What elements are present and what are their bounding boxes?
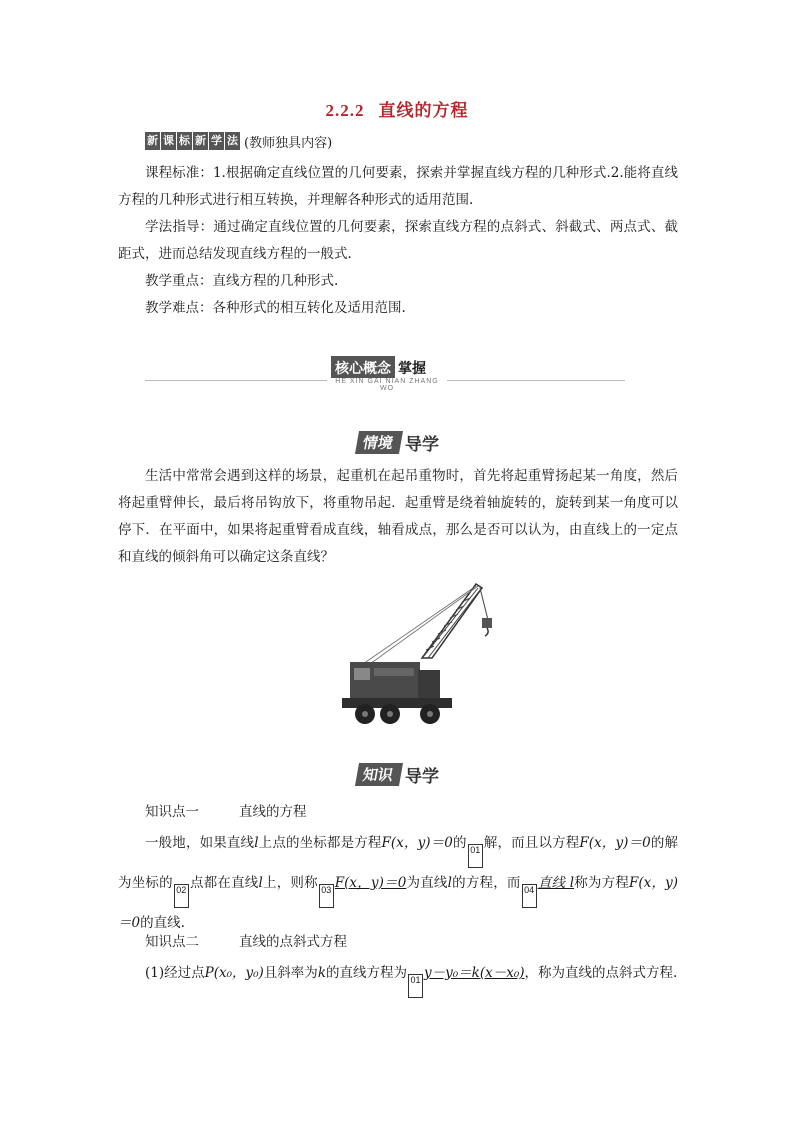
text-run: (1)经过点	[145, 965, 205, 981]
section-text: 导学	[405, 435, 440, 455]
text-run: 称为方程	[574, 875, 630, 891]
section-chip: 情境	[355, 431, 403, 454]
kp-label: 知识点一	[145, 804, 199, 820]
text-run: 的直线方程为	[326, 965, 407, 981]
knowledge-point-1	[145, 800, 307, 820]
answer: F(x，y)＝0	[334, 875, 407, 891]
study-guide: 学法指导：通过确定直线位置的几何要素，探索直线方程的点斜式、斜截式、两点式、截距式，进而总结发现直线方程的一般式.	[118, 219, 678, 262]
ribbon-tag: 课	[161, 132, 176, 150]
kp-title: 直线的方程	[239, 804, 307, 820]
banner-dark-text: 核心概念	[331, 356, 395, 380]
equation: F(x，y)＝0	[118, 875, 679, 931]
text-run: 解，而且以方程	[483, 835, 580, 851]
kp2-paragraph	[118, 958, 678, 998]
section-knowledge-header	[357, 762, 439, 787]
kp-title: 直线的点斜式方程	[239, 934, 347, 950]
text-run: 的直线.	[140, 915, 185, 931]
section-scene-header	[357, 430, 439, 455]
equation: F(x，y)＝0	[579, 835, 651, 851]
blank-marker: 03	[319, 884, 334, 908]
var-k: k	[317, 965, 326, 981]
kp-label: 知识点二	[145, 934, 199, 950]
blank-marker: 04	[522, 884, 537, 908]
ribbon-tag: 学	[209, 132, 224, 150]
banner-pinyin: HE XIN GAI NIAN ZHANG WO	[327, 378, 447, 392]
equation: F(x，y)＝0	[381, 835, 453, 851]
teaching-difficulty: 教学难点：各种形式的相互转化及适用范围.	[145, 300, 406, 316]
ribbon-tag: 新	[145, 132, 160, 150]
title-number: 2.2.2	[325, 101, 365, 120]
var-l: l	[447, 875, 452, 891]
text-run: 一般地，如果直线	[145, 835, 255, 851]
kp1-paragraph	[118, 828, 678, 939]
section-chip: 知识	[355, 763, 403, 786]
ribbon-tag: 法	[225, 132, 240, 150]
text-run: 点都在直线	[189, 875, 259, 891]
text-run: 为直线	[406, 875, 448, 891]
blank-marker: 01	[408, 974, 423, 998]
title-text: 直线的方程	[378, 101, 469, 121]
banner-label	[327, 356, 430, 380]
banner-light-text: 掌握	[398, 361, 426, 377]
text-run: 的方程，而	[451, 875, 521, 891]
ribbon-tag: 新	[193, 132, 208, 150]
scene-paragraph: 生活中常常会遇到这样的场景，起重机在起吊重物时，首先将起重臂扬起某一角度，然后将起重臂伸长，最后将吊钩放下，将重物吊起．起重臂是绕着轴旋转的，旋转到某一角度可以停下．在平面中，如果将起重臂看成直线，轴看成点，那么是否可以认为，由直线上的一定点和直线的倾斜角可以确定这条直线？	[118, 468, 678, 565]
text-run: ，称为直线的点斜式方程.	[524, 965, 678, 981]
page-title	[0, 96, 794, 121]
answer: 直线 l	[537, 875, 575, 891]
blank-marker: 02	[174, 884, 189, 908]
text-run: 的解为坐标的	[118, 835, 679, 891]
point: P(x₀，y₀)	[204, 965, 264, 981]
text-run: 且斜率为	[263, 965, 318, 981]
blank-marker: 01	[468, 844, 483, 868]
answer: y－y₀＝k(x－x₀)	[424, 965, 525, 981]
crane-image	[330, 580, 500, 740]
ribbon-tag: 标	[177, 132, 192, 150]
text-run: 上点的坐标都是方程	[258, 835, 382, 851]
var-l: l	[254, 835, 259, 851]
text-run: 的	[452, 835, 467, 851]
core-concept-banner	[145, 352, 625, 392]
var-l: l	[258, 875, 263, 891]
new-standard-ribbon	[145, 130, 332, 152]
text-run: 上，则称	[262, 875, 318, 891]
section-text: 导学	[405, 767, 440, 787]
course-standard: 课程标准：1.根据确定直线位置的几何要素，探索并掌握直线方程的几种形式.2.能将直线方程的几种形式进行相互转换，并理解各种形式的适用范围.	[118, 165, 678, 208]
teaching-focus: 教学重点：直线方程的几种形式.	[145, 273, 339, 289]
ribbon-note: (教师独具内容)	[244, 135, 333, 151]
knowledge-point-2	[145, 930, 347, 950]
